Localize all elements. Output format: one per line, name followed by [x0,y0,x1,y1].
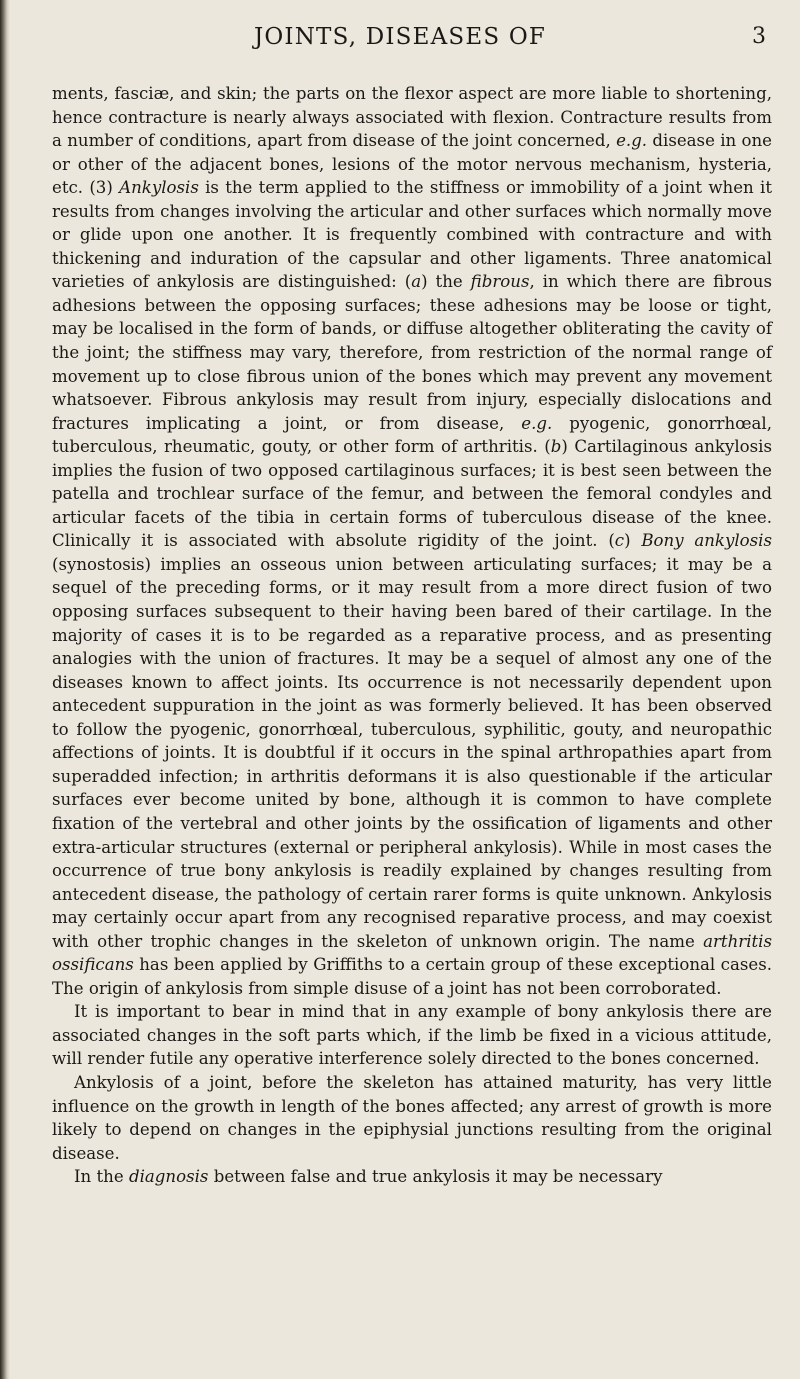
text-run: disease in one or other of the adjacent bones, lesions of the motor nervous mechanism, hysteria, etc. (3) [52,131,773,198]
text-run: ) [624,531,642,551]
body-text [52,82,772,1189]
text-run: has been applied by Griffiths to a certain group of these exceptional cases. The origin of ankylosis from simple disuse of a joint has not been corroborated. [52,955,772,998]
page-header [0,22,800,58]
text-run: ) Cartilaginous ankylosis implies the fusion of two opposed cartilaginous surfaces; it is best seen between the patella and trochlear surface of the femur, and between the femoral condyles and articular facets of the tibia in certain forms of tuberculous disease of the knee. Clinically it is associated with absolute rigidity of the joint. ( [52,437,772,551]
text-run: (synostosis) implies an osseous union between articulating surfaces; it may be a sequel of the preceding forms, or it may result from a more direct fusion of two opposing surfaces subsequent to their having been bared of their cartilage. In the majority of cases it is to be regarded as a reparative process, and as presenting analogies with the union of fractures. It may be a sequel of almost any one of the diseases known to affect joints. Its occurrence is not necessarily dependent upon antecedent suppuration in the joint as was formerly believed. It has been observed to follow the pyogenic, gonorrhœal, tuberculous, syphilitic, gouty, and neuropathic affections of joints. It is doubtful if it occurs in the spinal arthropathies apart from superadded infection; in arthritis deformans it is also questionable if the articular surfaces ever become united by bone, although it is common to have complete fixation of the vertebral and other joints by the ossification of ligaments and other extra-articular structures (external or peripheral ankylosis). While in most cases the occurrence of true bony ankylosis is readily explained by changes resulting from antecedent disease, the pathology of certain rarer forms is quite unknown. Ankylosis may certainly occur apart from any recognised reparative process, and may coexist with other trophic changes in the skeleton of unknown origin. The name [52,554,772,951]
italic-text: Ankylosis [119,178,199,198]
running-title: JOINTS, DISEASES OF [253,24,547,50]
italic-text: fibrous [470,272,530,292]
text-run: is the term applied to the stiffness or immobility of a joint when it results from changes involving the articular and other surfaces which normally move or glide upon one another. It is frequently combined with contracture and with thickening and induration of the capsular and other ligaments. Three anatomical varieties of ankylosis are distinguished: ( [52,178,772,292]
paragraph [52,1000,772,1071]
italic-text: e.g. [521,413,553,433]
italic-text: c [614,531,625,551]
page-number: 3 [752,24,766,49]
text-run: between false and true ankylosis it may be necessary [208,1167,663,1187]
italic-text: b [550,437,562,457]
text-run: pyogenic, gonorrhœal, tuberculous, rheumatic, gouty, or other form of arthritis. ( [52,413,773,457]
italic-text: e.g. [616,131,648,151]
text-run: It is important to bear in mind that in any example of bony ankylosis there are associated changes in the soft parts which, if the limb be fixed in a vicious attitude, will render futile any operative interference solely directed to the bones concerned. [52,1002,772,1069]
text-run: ments, fasciæ, and skin; the parts on the flexor aspect are more liable to shortening, hence contracture is nearly always associated with flexion. Contracture results from a number of conditions, apart from disease of the joint concerned, [52,84,772,151]
page-binding-edge [0,0,10,1379]
text-run: , in which there are fibrous adhesions between the opposing surfaces; these adhesions may be loose or tight, may be localised in the form of bands, or diffuse altogether obliterating the cavity of the joint; the stiffness may vary, therefore, from restriction of the normal range of movement up to close fibrous union of the bones which may prevent any movement whatsoever. Fibrous ankylosis may result from injury, especially dislocations and fractures implicating a joint, or from disease, [52,272,772,433]
paragraph [52,1071,772,1165]
italic-text: a [411,272,422,292]
text-run: Ankylosis of a joint, before the skeleton has attained maturity, has very little influence on the growth in length of the bones affected; any arrest of growth is more likely to depend on changes in the epiphysial junctions resulting from the original disease. [52,1072,772,1163]
italic-text: arthritis ossificans [52,931,772,975]
italic-text: diagnosis [128,1167,209,1187]
text-run: In the [74,1167,129,1187]
paragraph [52,1165,772,1189]
italic-text: Bony ankylosis [641,531,772,551]
paragraph [52,82,772,1000]
text-run: ) the [421,272,471,292]
